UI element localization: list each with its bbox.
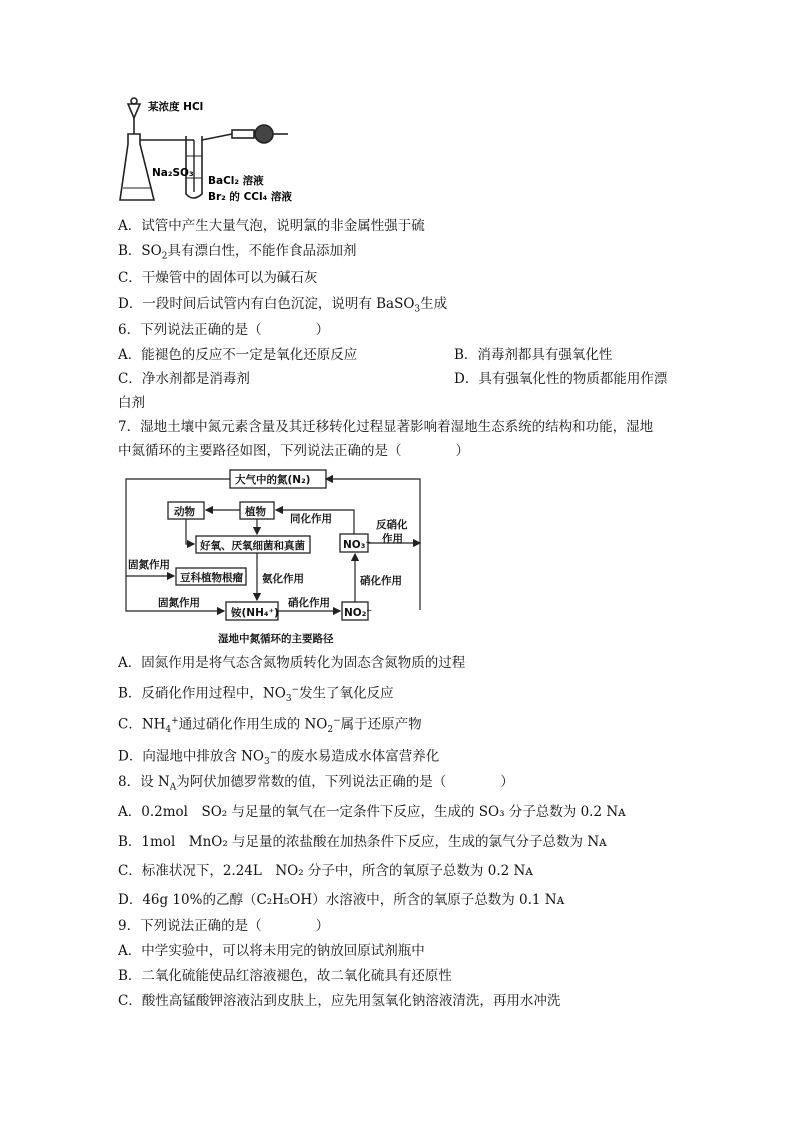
q7-option-b: B．反硝化作用过程中，$NO_3^-$发生了氧化反应 bbox=[118, 685, 394, 705]
apparatus-figure bbox=[118, 96, 318, 208]
bacteria-label: 好氧、厌氧细菌和真菌 bbox=[200, 540, 305, 552]
q5-option-a: A．试管中产生大量气泡，说明氯的非金属性强于硫 bbox=[118, 218, 425, 234]
q6-option-d-cont: 白剂 bbox=[118, 395, 145, 411]
q8-option-a: A．0.2mol SO₂ 与足量的氧气在一定条件下反应，生成的 SO₃ 分子总数为 0.2 Nᴀ bbox=[118, 804, 626, 820]
q7-option-d: D．向湿地中排放含 $NO_3^-$的废水易造成水体富营养化 bbox=[118, 748, 440, 768]
q7-stem-line2: 中氮循环的主要路径如图，下列说法正确的是（ ） bbox=[118, 443, 469, 459]
drying-tube-icon bbox=[232, 125, 288, 143]
q9-option-a: A．中学实验中，可以将未用完的钠放回原试剂瓶中 bbox=[118, 943, 425, 959]
q5-option-c: C．干燥管中的固体可以为碱石灰 bbox=[118, 270, 318, 286]
na2so3-label: Na₂SO₃ bbox=[152, 167, 194, 179]
q7-stem-line1: 7．湿地土壤中氮元素含量及其迁移转化过程显著影响着湿地生态系统的结构和功能，湿地 bbox=[118, 419, 654, 435]
nodule-label: 豆科植物根瘤 bbox=[180, 572, 243, 584]
q7-option-a: A．固氮作用是将气态含氮物质转化为固态含氮物质的过程 bbox=[118, 655, 466, 671]
fixation-label-2: 固氮作用 bbox=[158, 597, 200, 609]
animal-label: 动物 bbox=[174, 506, 195, 518]
plant-label: 植物 bbox=[245, 506, 266, 518]
q8-option-b: B．1mol MnO₂ 与足量的浓盐酸在加热条件下反应，生成的氯气分子总数为 Nᴀ bbox=[118, 834, 607, 850]
q9-option-c: C．酸性高锰酸钾溶液沾到皮肤上，应先用氢氧化钠溶液清洗，再用水冲洗 bbox=[118, 993, 561, 1009]
q7-option-c: C．$NH_4^+$通过硝化作用生成的 $NO_2^-$属于还原产物 bbox=[118, 716, 422, 736]
q8-stem: 8．设 $N_A$为阿伏加德罗常数的值，下列说法正确的是（ ） bbox=[118, 774, 514, 793]
atm-label: 大气中的氮(N₂) bbox=[235, 474, 311, 486]
diagram-caption: 湿地中氮循环的主要路径 bbox=[218, 633, 334, 645]
ammonium-label: 铵(NH₄⁺) bbox=[231, 607, 279, 619]
nitrification-label-1: 硝化作用 bbox=[288, 597, 330, 609]
q9-option-b: B．二氧化硫能使品红溶液褪色，故二氧化硫具有还原性 bbox=[118, 968, 452, 984]
q5-option-b: B．$SO_2$具有漂白性，不能作食品添加剂 bbox=[118, 243, 357, 262]
hcl-label: 某浓度 HCl bbox=[148, 101, 204, 113]
nitrogen-cycle-diagram bbox=[118, 468, 430, 648]
q6-option-c: C．净水剂都是消毒剂 bbox=[118, 371, 250, 387]
separatory-funnel-icon bbox=[128, 98, 140, 134]
q9-stem: 9．下列说法正确的是（ ） bbox=[118, 918, 330, 934]
q6-option-b: B．消毒剂都具有强氧化性 bbox=[454, 347, 613, 363]
denit-label-2: 作用 bbox=[382, 533, 403, 545]
nitrification-label-2: 硝化作用 bbox=[360, 575, 402, 587]
flask-icon bbox=[120, 134, 154, 200]
fixation-label-1: 固氮作用 bbox=[128, 559, 170, 571]
assim-label: 同化作用 bbox=[290, 513, 332, 525]
q6-option-a: A．能褪色的反应不一定是氧化还原反应 bbox=[118, 347, 358, 363]
ammonification-label: 氨化作用 bbox=[262, 573, 304, 585]
q6-stem: 6．下列说法正确的是（ ） bbox=[118, 322, 330, 338]
q8-option-d: D．46g 10%的乙醇（C₂H₅OH）水溶液中，所含的氧原子总数为 0.1 Nᴀ bbox=[118, 892, 565, 908]
q6-option-d: D．具有强氧化性的物质都能用作漂 bbox=[454, 371, 668, 387]
bacl2-label: BaCl₂ 溶液 bbox=[208, 175, 264, 187]
br2-label: Br₂ 的 CCl₄ 溶液 bbox=[208, 191, 292, 203]
q8-option-c: C．标准状况下，2.24L NO₂ 分子中，所含的氧原子总数为 0.2 Nᴀ bbox=[118, 863, 533, 879]
q5-option-d: D．一段时间后试管内有白色沉淀，说明有 BaSO$_3$生成 bbox=[118, 296, 448, 315]
denit-label-1: 反硝化 bbox=[376, 519, 408, 531]
no3-label: NO₃⁻ bbox=[343, 539, 371, 551]
no2-label: NO₂⁻ bbox=[344, 607, 372, 619]
